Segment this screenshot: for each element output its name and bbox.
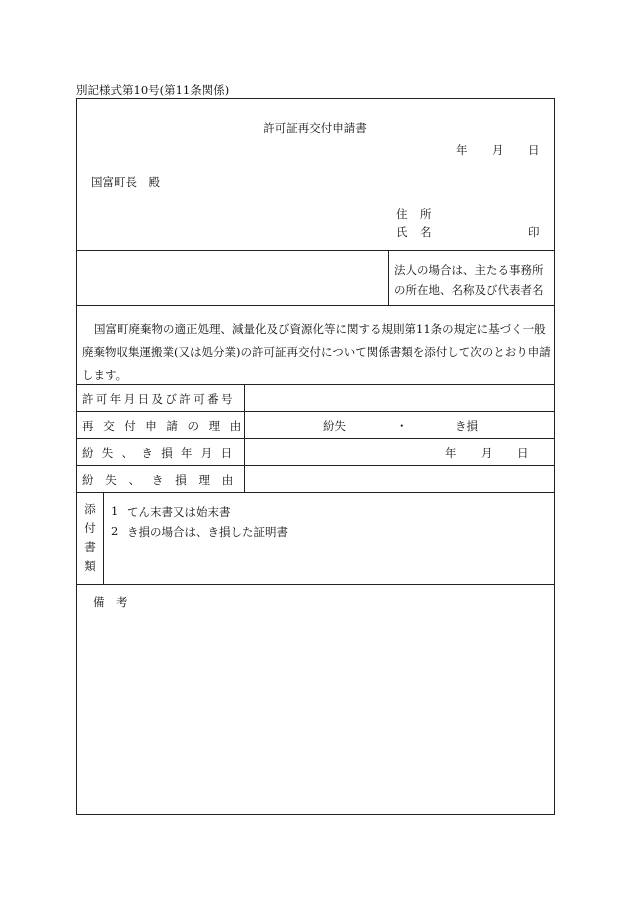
- divider-row1: [76, 411, 555, 412]
- divider-row4: [76, 492, 555, 493]
- attachment-item-1-num: 1: [111, 504, 119, 518]
- attachment-item-2-num: 2: [111, 524, 119, 538]
- divider-attachments-label: [103, 492, 104, 584]
- row-label-loss-damage-date: 紛失、き損年月日: [82, 446, 241, 460]
- row-label-reissue-reason: 再交付申請の理由: [82, 419, 251, 433]
- date-day: 日: [528, 143, 540, 157]
- divider-corporate: [388, 250, 389, 305]
- row-label-permit-date-number: 許可年月日及び許可番号: [82, 392, 235, 406]
- reason-option-damaged: き損: [455, 419, 478, 433]
- divider-row3: [76, 465, 555, 466]
- row-date-day: 日: [517, 446, 529, 460]
- row-date-month: 月: [481, 446, 493, 460]
- divider-attachments-bottom: [76, 584, 555, 585]
- application-statement: [82, 318, 552, 387]
- address-label-2: 所: [420, 207, 432, 221]
- row-label-loss-damage-reason: 紛失、き損理由: [82, 473, 246, 487]
- date-year: 年: [456, 143, 468, 157]
- remarks-label: 備 考: [93, 595, 128, 609]
- form-number: 別記様式第10号(第11条関係): [76, 83, 230, 97]
- corporate-note-line2: の所在地、名称及び代表者名: [394, 283, 544, 297]
- address-label-1: 住: [396, 207, 408, 221]
- reason-option-lost: 紛失: [323, 419, 346, 433]
- seal-mark: 印: [528, 225, 540, 239]
- divider-corporate-bottom: [76, 305, 555, 306]
- divider-row2: [76, 438, 555, 439]
- addressee: 国富町長 殿: [91, 175, 160, 189]
- form-title: 許可証再交付申請書: [263, 121, 367, 135]
- name-label-1: 氏: [396, 225, 408, 239]
- reason-option-separator: ・: [396, 419, 408, 433]
- attachment-item-2-text: き損の場合は、き損した証明書: [127, 525, 288, 539]
- date-month: 月: [492, 143, 504, 157]
- corporate-note-line1: 法人の場合は、主たる事務所: [394, 263, 544, 277]
- attachments-label: 添付書類: [84, 502, 96, 573]
- attachment-item-1-text: てん末書又は始末書: [127, 505, 231, 519]
- name-label-2: 名: [420, 225, 432, 239]
- statement-text: 国富町廃棄物の適正処理、減量化及び資源化等に関する規則第11条の規定に基づく一般廃棄物収集運搬業(又は処分業)の許可証再交付について関係書類を添付して次のとおり申請します。: [82, 322, 551, 382]
- row-date-year: 年: [445, 446, 457, 460]
- divider-applicant-bottom: [76, 250, 555, 251]
